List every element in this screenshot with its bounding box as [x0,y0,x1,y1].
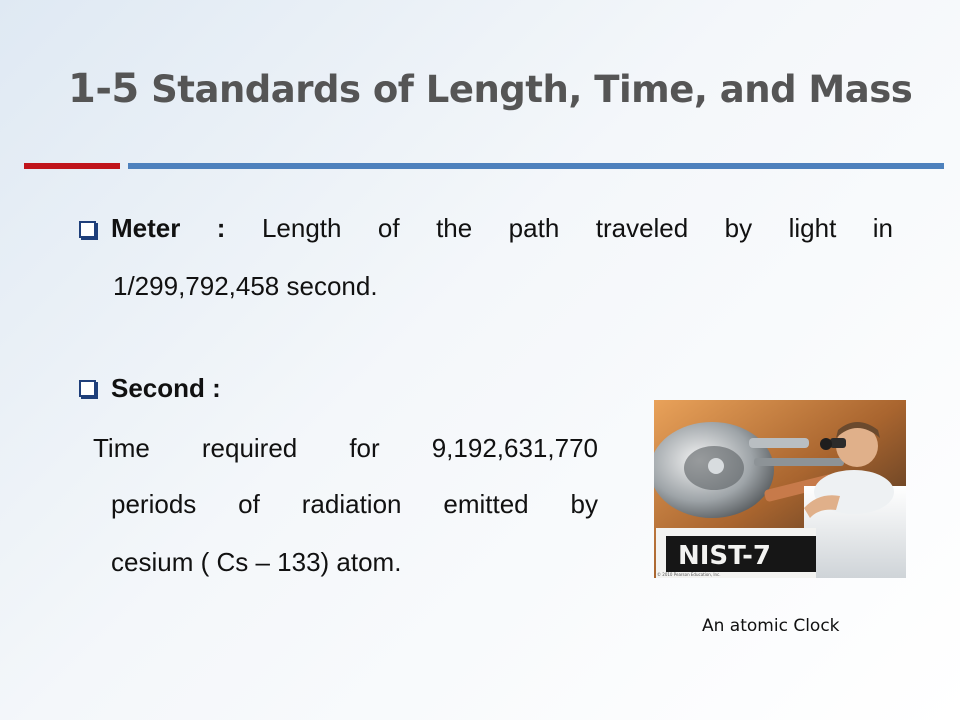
second-definition-1: Time required for 9,192,631,770 [93,433,598,463]
atomic-clock-illustration [654,400,906,578]
atomic-clock-photo [654,400,906,578]
title-text: Standards of Length, Time, and Mass [151,68,913,111]
title-number: 1-5 [68,66,139,112]
device-label: NIST-7 [678,541,771,571]
meter-line-1 [111,212,893,244]
meter-bullet-icon [79,221,96,238]
second-definition-2: periods of radiation emitted by [111,489,598,519]
second-bullet-icon [79,380,96,397]
photo-copyright: © 2010 Pearson Education, Inc. [657,572,721,577]
second-definition-3: cesium ( Cs – 133) atom. [111,547,402,577]
slide-title [68,66,912,112]
second-term: Second : [111,373,221,403]
title-rule-red [24,163,120,169]
meter-definition-2: 1/299,792,458 second. [113,271,378,301]
meter-definition-1: Length of the path traveled by light in [261,213,893,243]
figure-caption: An atomic Clock [702,616,840,636]
meter-term: Meter : [111,213,226,243]
title-rule-blue [128,163,944,169]
